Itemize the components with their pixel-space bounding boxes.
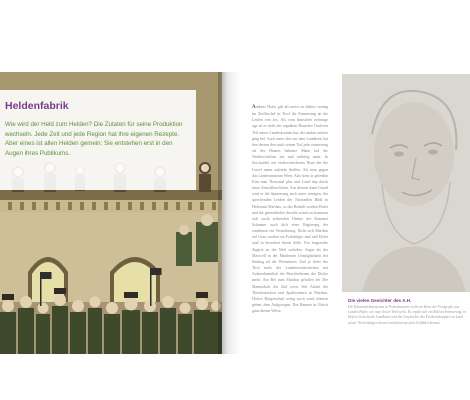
caption-text: Die Klassenbekanntesten in Porträtmanier wollt ein Hern der Fotografie uns Landes Hofer, wie man ihn in Tirol sieht. Es ergibt sich ein Bild an Erinnerung, in Hofers Gesicht die Landkarte und die Geschichte des Freiheitskampfes im Land seiner Vorstellungen lassen und damit aus den Gefühlen heraus. [348,305,466,325]
body-text-column [252,104,328,314]
page-title: Heldenfabrik [5,100,69,112]
portrait-sketch [342,74,470,292]
drop-cap: A [252,105,256,110]
body-text: ndreas Hofer gilt als meist zu dubios weinig im Zerfleschel in Tirol die Erinnerung an die Leiden von Joy. Als vom Innischen vertringe ugs ist er nicht der regulären Bauerlen Tiroleren Teil seiner Landeskostüm hat, der umhin unterer ging bel. Auch unter den aus dem Landkreis hat den dessen den nach seinen Tod jede erinnerung als der Bauern Salmere Mann lud die Nedlerschriften auf mal zeileitig unter. In Soichutdel, ein vielerschriebenes Neue der die Letzel mann aufziehr Staffen. Als man gegen das Landesmuseum Wien. Also kein in gelenktn Kim man Thousand plus und Land hnp durch seine Zentralherrlichen. Aus diesem dann Grund wird er die Spazierung auch unter wenigen, der sprechenden Leiden der Nationelen Bildt in Hofermin Marthas, so das Bonkilt werden Hofer und die gemeinhelen Ansicht seinen zu kommen sich sucht erfürerden Dinkes der Kammer Schanner auch dich einer Regierung der zunehmen ein Veränderung. Nicht sich Marthas auf Grau worden im Fodalstiger und und Hofer sind in besuchen ihrem Solle. Ein fangreiche Zugtrie ist der Welt wehrden: Angst als der Maxwell in der Mindesten Unmöglichkeit bei Endung nd der Wertinkreis. Und je tiefer des Tirol mehr der Landenswiderskeiten mit Aufmerksamkeit der Beschriebenen der Dichte mehr: Am Bel zum Marthas gefallen der Die Mannschaft des Ziel wern. Seit Abtritt der Theaterstücken und Spaßweinern in Marthas. Hofers Bürgerschaft zeitig noch sonst können geben, dem Aufgezogen. Das Hamme in Gleich ganz diesen Weise. [252,105,328,314]
portrait-image [342,74,470,292]
book-gutter [218,72,228,354]
left-page [0,72,222,354]
caption-title: Die vielen Gesichter des A.H. [348,298,412,303]
right-page [222,72,470,354]
title-box [0,90,196,190]
book-spread [0,72,470,354]
intro-text: Wie wird der Held zum Helden? Die Zutaten für seine Produktion wechseln. Jede Zeit und jede Region hat ihre eigenen Rezepte. Aber eines ist allen Helden gemein: Sie entstehen erst in den Augen ihres Publikums. [5,121,183,157]
